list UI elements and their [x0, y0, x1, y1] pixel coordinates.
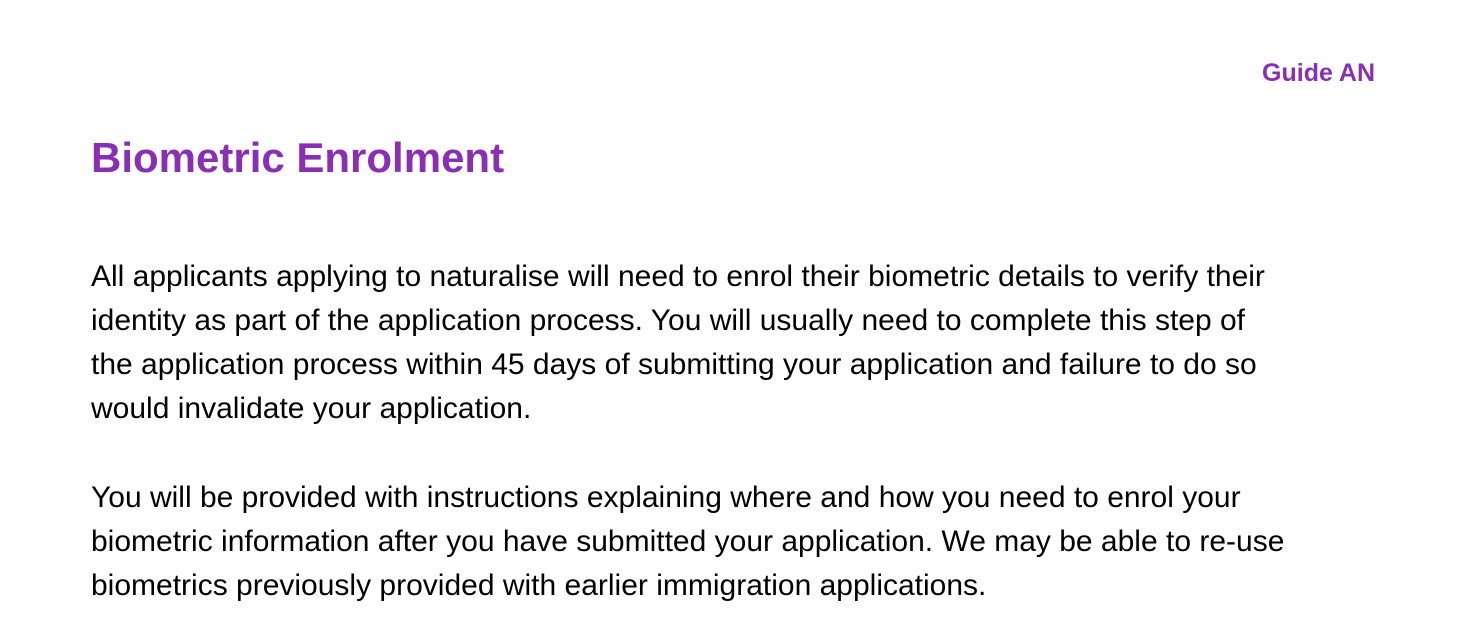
paragraph-line: biometrics previously provided with earlier immigration applications.: [91, 569, 987, 602]
paragraph-line: biometric information after you have submitted your application. We may be able to re-use: [91, 525, 1285, 558]
paragraph-line: You will be provided with instructions explaining where and how you need to enrol your: [91, 481, 1241, 514]
page-title: Biometric Enrolment: [91, 134, 505, 181]
paragraph-biometric-requirement: [91, 255, 1381, 431]
paragraph-line: identity as part of the application process. You will usually need to complete this step of: [91, 304, 1246, 337]
paragraph-enrolment-instructions: [91, 476, 1381, 608]
paragraph-line: would invalidate your application.: [91, 392, 532, 425]
paragraph-line: All applicants applying to naturalise will need to enrol their biometric details to verify their: [91, 260, 1265, 293]
paragraph-line: the application process within 45 days of submitting your application and failure to do so: [91, 348, 1257, 381]
guide-label: Guide AN: [1262, 59, 1375, 87]
